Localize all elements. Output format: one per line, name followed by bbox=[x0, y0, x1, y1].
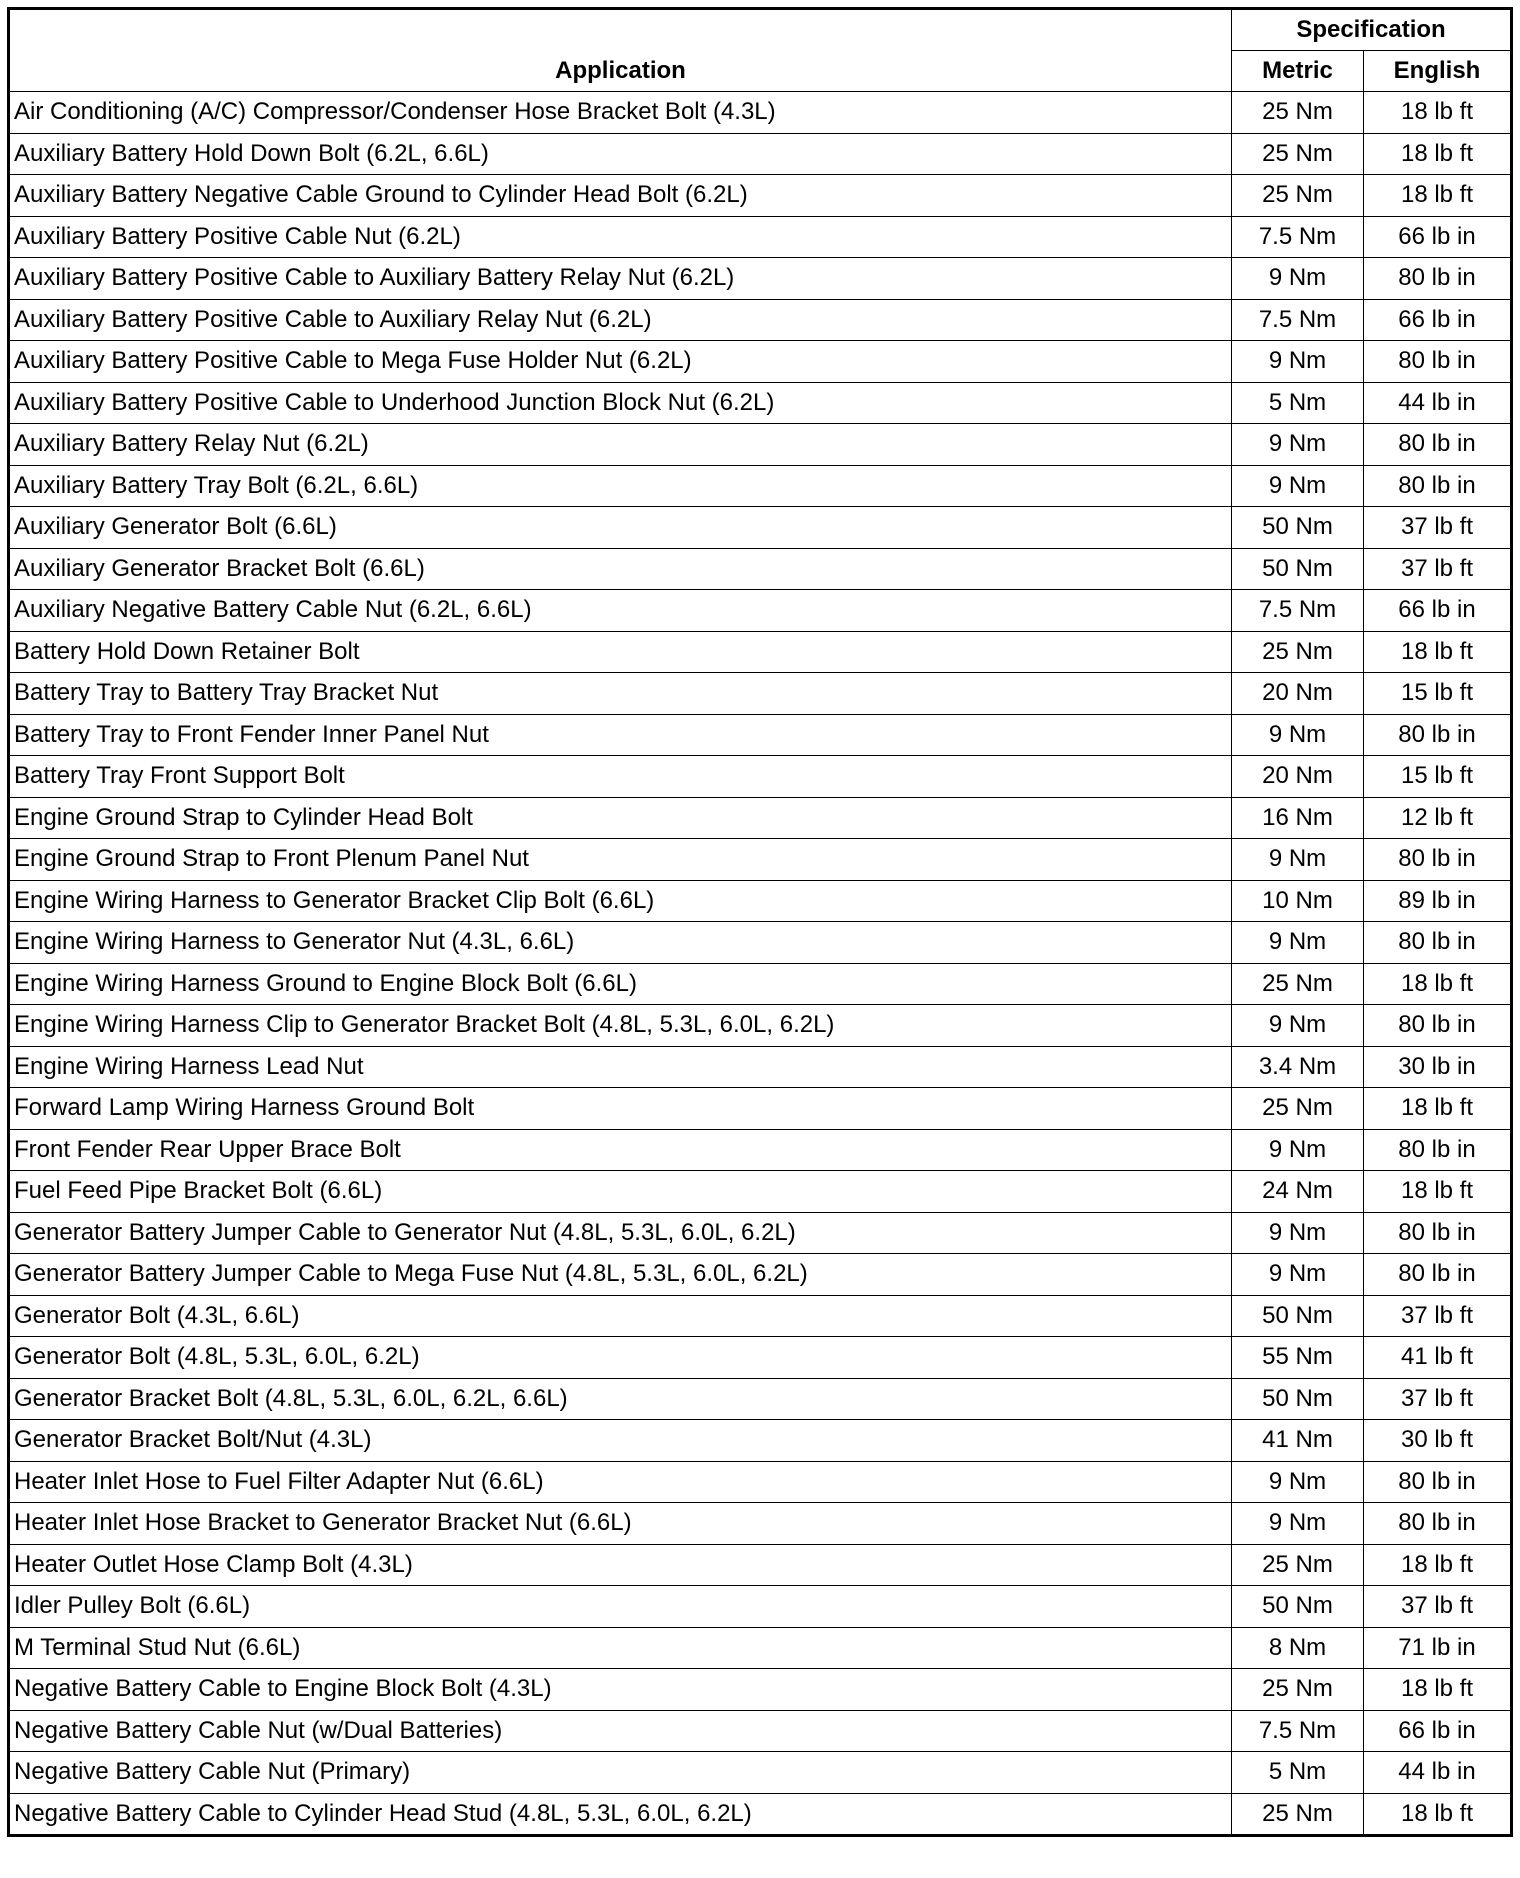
application-cell: Air Conditioning (A/C) Compressor/Condenser Hose Bracket Bolt (4.3L) bbox=[9, 92, 1232, 134]
application-cell: Engine Ground Strap to Cylinder Head Bolt bbox=[9, 797, 1232, 839]
metric-cell: 9 Nm bbox=[1232, 1461, 1364, 1503]
english-cell: 37 lb ft bbox=[1364, 548, 1512, 590]
english-cell: 18 lb ft bbox=[1364, 92, 1512, 134]
english-cell: 18 lb ft bbox=[1364, 631, 1512, 673]
application-cell: Negative Battery Cable Nut (w/Dual Batteries) bbox=[9, 1710, 1232, 1752]
english-cell: 18 lb ft bbox=[1364, 963, 1512, 1005]
english-cell: 80 lb in bbox=[1364, 1129, 1512, 1171]
metric-cell: 7.5 Nm bbox=[1232, 299, 1364, 341]
metric-cell: 25 Nm bbox=[1232, 1088, 1364, 1130]
metric-cell: 9 Nm bbox=[1232, 424, 1364, 466]
application-cell: Generator Bracket Bolt (4.8L, 5.3L, 6.0L, 6.2L, 6.6L) bbox=[9, 1378, 1232, 1420]
header-row-top bbox=[9, 9, 1512, 51]
english-cell: 80 lb in bbox=[1364, 714, 1512, 756]
metric-cell: 9 Nm bbox=[1232, 1129, 1364, 1171]
table-row bbox=[9, 1254, 1512, 1296]
english-cell: 66 lb in bbox=[1364, 1710, 1512, 1752]
metric-header: Metric bbox=[1232, 51, 1364, 92]
english-cell: 18 lb ft bbox=[1364, 1793, 1512, 1836]
table-row bbox=[9, 1586, 1512, 1628]
english-cell: 15 lb ft bbox=[1364, 756, 1512, 798]
metric-cell: 8 Nm bbox=[1232, 1627, 1364, 1669]
metric-cell: 9 Nm bbox=[1232, 714, 1364, 756]
english-cell: 30 lb in bbox=[1364, 1046, 1512, 1088]
table-row bbox=[9, 465, 1512, 507]
application-cell: Auxiliary Battery Positive Cable to Auxiliary Relay Nut (6.2L) bbox=[9, 299, 1232, 341]
metric-cell: 9 Nm bbox=[1232, 922, 1364, 964]
application-cell: Generator Battery Jumper Cable to Generator Nut (4.8L, 5.3L, 6.0L, 6.2L) bbox=[9, 1212, 1232, 1254]
metric-cell: 9 Nm bbox=[1232, 839, 1364, 881]
table-row bbox=[9, 1088, 1512, 1130]
english-cell: 30 lb ft bbox=[1364, 1420, 1512, 1462]
application-cell: Generator Bolt (4.8L, 5.3L, 6.0L, 6.2L) bbox=[9, 1337, 1232, 1379]
english-cell: 37 lb ft bbox=[1364, 1378, 1512, 1420]
metric-cell: 20 Nm bbox=[1232, 673, 1364, 715]
metric-cell: 50 Nm bbox=[1232, 507, 1364, 549]
metric-cell: 9 Nm bbox=[1232, 465, 1364, 507]
table-row bbox=[9, 1378, 1512, 1420]
table-row bbox=[9, 216, 1512, 258]
torque-spec-table bbox=[7, 7, 1513, 1837]
english-cell: 37 lb ft bbox=[1364, 507, 1512, 549]
table-row bbox=[9, 1129, 1512, 1171]
application-cell: Idler Pulley Bolt (6.6L) bbox=[9, 1586, 1232, 1628]
metric-cell: 25 Nm bbox=[1232, 175, 1364, 217]
table-row bbox=[9, 1544, 1512, 1586]
table-row bbox=[9, 133, 1512, 175]
application-cell: Battery Hold Down Retainer Bolt bbox=[9, 631, 1232, 673]
english-cell: 66 lb in bbox=[1364, 590, 1512, 632]
metric-cell: 24 Nm bbox=[1232, 1171, 1364, 1213]
table-row bbox=[9, 1212, 1512, 1254]
metric-cell: 9 Nm bbox=[1232, 1212, 1364, 1254]
application-cell: M Terminal Stud Nut (6.6L) bbox=[9, 1627, 1232, 1669]
english-cell: 44 lb in bbox=[1364, 382, 1512, 424]
metric-cell: 41 Nm bbox=[1232, 1420, 1364, 1462]
application-cell: Auxiliary Battery Tray Bolt (6.2L, 6.6L) bbox=[9, 465, 1232, 507]
table-row bbox=[9, 1669, 1512, 1711]
metric-cell: 20 Nm bbox=[1232, 756, 1364, 798]
metric-cell: 25 Nm bbox=[1232, 963, 1364, 1005]
table-row bbox=[9, 1461, 1512, 1503]
english-cell: 12 lb ft bbox=[1364, 797, 1512, 839]
metric-cell: 9 Nm bbox=[1232, 1503, 1364, 1545]
english-cell: 89 lb in bbox=[1364, 880, 1512, 922]
application-cell: Negative Battery Cable to Engine Block Bolt (4.3L) bbox=[9, 1669, 1232, 1711]
table-row bbox=[9, 797, 1512, 839]
english-cell: 41 lb ft bbox=[1364, 1337, 1512, 1379]
metric-cell: 9 Nm bbox=[1232, 341, 1364, 383]
metric-cell: 25 Nm bbox=[1232, 1669, 1364, 1711]
metric-cell: 9 Nm bbox=[1232, 258, 1364, 300]
table-row bbox=[9, 673, 1512, 715]
metric-cell: 50 Nm bbox=[1232, 548, 1364, 590]
table-body bbox=[9, 92, 1512, 1836]
table-row bbox=[9, 175, 1512, 217]
metric-cell: 9 Nm bbox=[1232, 1254, 1364, 1296]
application-cell: Auxiliary Battery Positive Cable to Underhood Junction Block Nut (6.2L) bbox=[9, 382, 1232, 424]
application-cell: Negative Battery Cable to Cylinder Head Stud (4.8L, 5.3L, 6.0L, 6.2L) bbox=[9, 1793, 1232, 1836]
metric-cell: 3.4 Nm bbox=[1232, 1046, 1364, 1088]
application-cell: Battery Tray to Front Fender Inner Panel Nut bbox=[9, 714, 1232, 756]
table-row bbox=[9, 756, 1512, 798]
application-cell: Engine Wiring Harness to Generator Bracket Clip Bolt (6.6L) bbox=[9, 880, 1232, 922]
english-header: English bbox=[1364, 51, 1512, 92]
english-cell: 80 lb in bbox=[1364, 258, 1512, 300]
application-cell: Auxiliary Negative Battery Cable Nut (6.2L, 6.6L) bbox=[9, 590, 1232, 632]
application-cell: Auxiliary Battery Positive Cable to Mega Fuse Holder Nut (6.2L) bbox=[9, 341, 1232, 383]
table-row bbox=[9, 839, 1512, 881]
english-cell: 18 lb ft bbox=[1364, 1669, 1512, 1711]
english-cell: 18 lb ft bbox=[1364, 1544, 1512, 1586]
metric-cell: 50 Nm bbox=[1232, 1586, 1364, 1628]
metric-cell: 50 Nm bbox=[1232, 1378, 1364, 1420]
english-cell: 80 lb in bbox=[1364, 465, 1512, 507]
application-cell: Front Fender Rear Upper Brace Bolt bbox=[9, 1129, 1232, 1171]
metric-cell: 16 Nm bbox=[1232, 797, 1364, 839]
application-cell: Battery Tray to Battery Tray Bracket Nut bbox=[9, 673, 1232, 715]
application-cell: Heater Inlet Hose to Fuel Filter Adapter Nut (6.6L) bbox=[9, 1461, 1232, 1503]
table-row bbox=[9, 92, 1512, 134]
metric-cell: 25 Nm bbox=[1232, 92, 1364, 134]
application-cell: Generator Battery Jumper Cable to Mega Fuse Nut (4.8L, 5.3L, 6.0L, 6.2L) bbox=[9, 1254, 1232, 1296]
table-row bbox=[9, 1005, 1512, 1047]
english-cell: 80 lb in bbox=[1364, 1212, 1512, 1254]
table-row bbox=[9, 1503, 1512, 1545]
english-cell: 80 lb in bbox=[1364, 1005, 1512, 1047]
application-cell: Engine Wiring Harness Lead Nut bbox=[9, 1046, 1232, 1088]
metric-cell: 7.5 Nm bbox=[1232, 1710, 1364, 1752]
table-row bbox=[9, 590, 1512, 632]
application-cell: Battery Tray Front Support Bolt bbox=[9, 756, 1232, 798]
table-row bbox=[9, 880, 1512, 922]
metric-cell: 7.5 Nm bbox=[1232, 216, 1364, 258]
metric-cell: 25 Nm bbox=[1232, 1544, 1364, 1586]
english-cell: 37 lb ft bbox=[1364, 1295, 1512, 1337]
table-row bbox=[9, 963, 1512, 1005]
application-cell: Generator Bracket Bolt/Nut (4.3L) bbox=[9, 1420, 1232, 1462]
table-row bbox=[9, 1046, 1512, 1088]
english-cell: 18 lb ft bbox=[1364, 175, 1512, 217]
specification-header: Specification bbox=[1232, 9, 1512, 51]
application-cell: Heater Inlet Hose Bracket to Generator Bracket Nut (6.6L) bbox=[9, 1503, 1232, 1545]
metric-cell: 5 Nm bbox=[1232, 382, 1364, 424]
metric-cell: 25 Nm bbox=[1232, 1793, 1364, 1836]
table-header bbox=[9, 9, 1512, 92]
table-row bbox=[9, 1295, 1512, 1337]
torque-spec-table-container bbox=[7, 7, 1510, 1837]
application-cell: Auxiliary Generator Bracket Bolt (6.6L) bbox=[9, 548, 1232, 590]
table-row bbox=[9, 1793, 1512, 1836]
table-row bbox=[9, 382, 1512, 424]
metric-cell: 50 Nm bbox=[1232, 1295, 1364, 1337]
table-row bbox=[9, 1710, 1512, 1752]
english-cell: 18 lb ft bbox=[1364, 1171, 1512, 1213]
application-cell: Auxiliary Generator Bolt (6.6L) bbox=[9, 507, 1232, 549]
table-row bbox=[9, 922, 1512, 964]
application-cell: Forward Lamp Wiring Harness Ground Bolt bbox=[9, 1088, 1232, 1130]
application-cell: Auxiliary Battery Hold Down Bolt (6.2L, 6.6L) bbox=[9, 133, 1232, 175]
metric-cell: 10 Nm bbox=[1232, 880, 1364, 922]
english-cell: 66 lb in bbox=[1364, 216, 1512, 258]
application-cell: Auxiliary Battery Relay Nut (6.2L) bbox=[9, 424, 1232, 466]
english-cell: 18 lb ft bbox=[1364, 133, 1512, 175]
application-cell: Auxiliary Battery Negative Cable Ground to Cylinder Head Bolt (6.2L) bbox=[9, 175, 1232, 217]
application-cell: Generator Bolt (4.3L, 6.6L) bbox=[9, 1295, 1232, 1337]
english-cell: 80 lb in bbox=[1364, 1461, 1512, 1503]
application-cell: Auxiliary Battery Positive Cable to Auxiliary Battery Relay Nut (6.2L) bbox=[9, 258, 1232, 300]
english-cell: 44 lb in bbox=[1364, 1752, 1512, 1794]
table-row bbox=[9, 1420, 1512, 1462]
table-row bbox=[9, 1337, 1512, 1379]
english-cell: 80 lb in bbox=[1364, 341, 1512, 383]
english-cell: 80 lb in bbox=[1364, 922, 1512, 964]
table-row bbox=[9, 507, 1512, 549]
metric-cell: 25 Nm bbox=[1232, 631, 1364, 673]
application-header: Application bbox=[9, 9, 1232, 92]
table-row bbox=[9, 1171, 1512, 1213]
english-cell: 37 lb ft bbox=[1364, 1586, 1512, 1628]
table-row bbox=[9, 714, 1512, 756]
application-cell: Engine Ground Strap to Front Plenum Panel Nut bbox=[9, 839, 1232, 881]
english-cell: 18 lb ft bbox=[1364, 1088, 1512, 1130]
metric-cell: 55 Nm bbox=[1232, 1337, 1364, 1379]
english-cell: 80 lb in bbox=[1364, 424, 1512, 466]
english-cell: 66 lb in bbox=[1364, 299, 1512, 341]
application-cell: Fuel Feed Pipe Bracket Bolt (6.6L) bbox=[9, 1171, 1232, 1213]
application-cell: Auxiliary Battery Positive Cable Nut (6.2L) bbox=[9, 216, 1232, 258]
application-cell: Heater Outlet Hose Clamp Bolt (4.3L) bbox=[9, 1544, 1232, 1586]
application-cell: Engine Wiring Harness Clip to Generator Bracket Bolt (4.8L, 5.3L, 6.0L, 6.2L) bbox=[9, 1005, 1232, 1047]
table-row bbox=[9, 548, 1512, 590]
table-row bbox=[9, 341, 1512, 383]
english-cell: 15 lb ft bbox=[1364, 673, 1512, 715]
table-row bbox=[9, 1627, 1512, 1669]
application-cell: Engine Wiring Harness to Generator Nut (4.3L, 6.6L) bbox=[9, 922, 1232, 964]
metric-cell: 7.5 Nm bbox=[1232, 590, 1364, 632]
english-cell: 80 lb in bbox=[1364, 1503, 1512, 1545]
table-row bbox=[9, 1752, 1512, 1794]
table-row bbox=[9, 631, 1512, 673]
english-cell: 80 lb in bbox=[1364, 839, 1512, 881]
table-row bbox=[9, 299, 1512, 341]
application-cell: Negative Battery Cable Nut (Primary) bbox=[9, 1752, 1232, 1794]
table-row bbox=[9, 258, 1512, 300]
metric-cell: 25 Nm bbox=[1232, 133, 1364, 175]
application-cell: Engine Wiring Harness Ground to Engine Block Bolt (6.6L) bbox=[9, 963, 1232, 1005]
english-cell: 71 lb in bbox=[1364, 1627, 1512, 1669]
metric-cell: 9 Nm bbox=[1232, 1005, 1364, 1047]
table-row bbox=[9, 424, 1512, 466]
english-cell: 80 lb in bbox=[1364, 1254, 1512, 1296]
metric-cell: 5 Nm bbox=[1232, 1752, 1364, 1794]
